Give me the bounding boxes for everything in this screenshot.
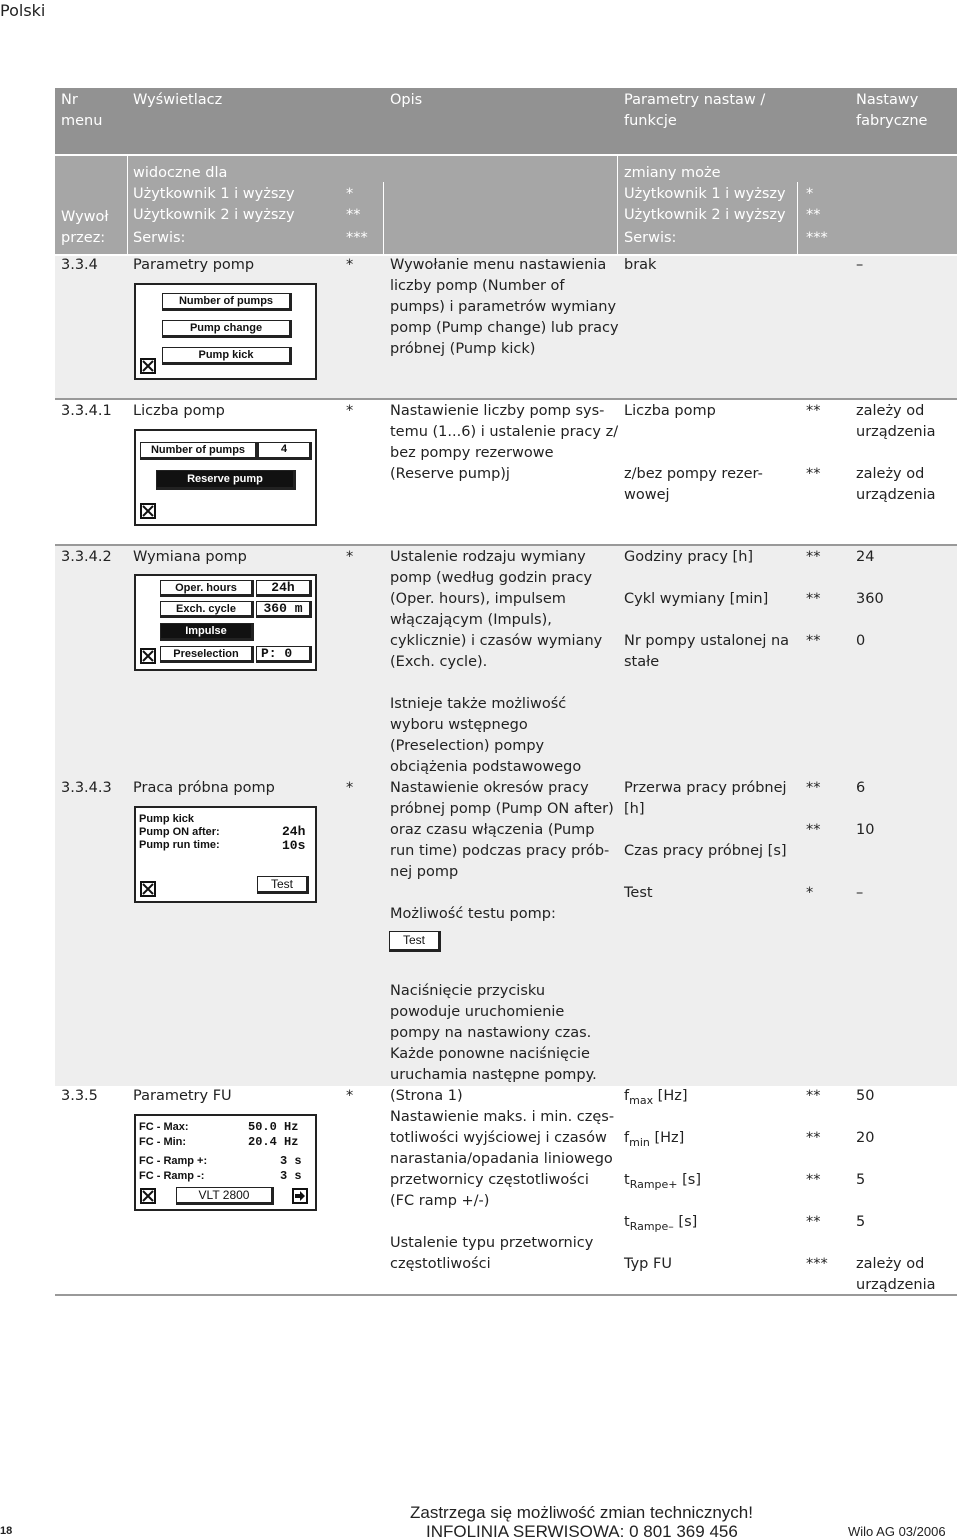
row2-desc: Nastawienie liczby pomp sys- temu (1...6) i ustalenie pracy z/ bez pompy rezerwowe (Reserve pump)j <box>390 403 619 482</box>
row4-factory1: 6 <box>856 780 866 796</box>
row4-desc2: Możliwość testu pomp: <box>390 906 556 922</box>
footer-company: Wilo AG 03/2006 <box>848 1524 946 1539</box>
row3-factory2: 360 <box>856 591 884 607</box>
number-of-pumps-value[interactable]: 4 <box>258 442 312 460</box>
row1-nr: 3.3.4 <box>61 257 98 273</box>
fc-ramp-minus-label: FC - Ramp -: <box>139 1170 205 1182</box>
row5-factory1: 50 <box>856 1088 875 1104</box>
row1-param: brak <box>624 257 657 273</box>
lcd-pump-change <box>134 574 317 671</box>
header-opis: Opis <box>390 92 423 108</box>
number-of-pumps-button[interactable]: Number of pumps <box>162 293 292 311</box>
header-parametry: Parametry nastaw / funkcje <box>624 92 766 129</box>
row1-desc: Wywołanie menu nastawienia liczby pomp (Number of pumps) i parametrów wymiany pomp (Pump change) lub pracy próbnej (Pump kick) <box>390 257 619 357</box>
row3-factory1: 24 <box>856 549 875 565</box>
row5-level2: ** <box>806 1130 821 1146</box>
row4-nr: 3.3.4.3 <box>61 780 112 796</box>
row2-param1: Liczba pomp <box>624 403 716 419</box>
header-star2: ** <box>346 207 361 223</box>
row5-level: * <box>346 1088 354 1104</box>
fc-min-value: 20.4 Hz <box>248 1135 299 1149</box>
row5-factory2: 20 <box>856 1130 875 1146</box>
fc-max-value: 50.0 Hz <box>248 1120 299 1134</box>
row3-factory3: 0 <box>856 633 866 649</box>
header-p-star3: *** <box>806 230 828 246</box>
oper-hours-value[interactable]: 24h <box>256 580 312 597</box>
header-uzytkownik2: Użytkownik 2 i wyższy <box>133 207 295 223</box>
pump-run-time-label: Pump run time: <box>139 839 220 851</box>
close-icon[interactable] <box>140 648 156 664</box>
vlt-type-button[interactable]: VLT 2800 <box>176 1187 274 1205</box>
row5-nr: 3.3.5 <box>61 1088 98 1104</box>
page-number: 18 <box>0 1525 13 1537</box>
row3-desc: Ustalenie rodzaju wymiany pomp (według godzin pracy (Oper. hours), impulsem włączającym (Impuls), cyklicznie) i czasów wymiany (Exch. cycle). <box>390 549 603 670</box>
pump-on-after-label: Pump ON after: <box>139 826 220 838</box>
header-star3: *** <box>346 230 368 246</box>
reserve-pump-button[interactable]: Reserve pump <box>156 470 296 490</box>
row4-factory2: 10 <box>856 822 875 838</box>
lcd-pump-params <box>134 283 317 380</box>
row4-param2: Czas pracy próbnej [s] <box>624 843 787 859</box>
row5-desc2: Ustalenie typu przetwornicy częstotliwości <box>390 1235 594 1272</box>
close-icon[interactable] <box>140 503 156 519</box>
row5-param3: $t_{Rampe+}$ [s] <box>624 1172 701 1191</box>
footer-disclaimer: Zastrzega się możliwość zmian technicznych! <box>410 1503 753 1522</box>
row5-level1: ** <box>806 1088 821 1104</box>
fc-min-label: FC - Min: <box>139 1136 187 1148</box>
exch-cycle-value[interactable]: 360 m <box>256 601 312 618</box>
row5-factory3: 5 <box>856 1172 866 1188</box>
row3-level3: ** <box>806 633 821 649</box>
row4-level3: * <box>806 885 814 901</box>
row1-name: Parametry pomp <box>133 257 255 273</box>
row5-param4: $t_{Rampe-}$ [s] <box>624 1214 698 1233</box>
row3-param2: Cykl wymiany [min] <box>624 591 769 607</box>
row3-nr: 3.3.4.2 <box>61 549 112 565</box>
header-p-serwis: Serwis: <box>624 230 677 246</box>
row5-param2: $f_{min}$ [Hz] <box>624 1130 685 1149</box>
pump-kick-title: Pump kick <box>139 813 195 825</box>
header-p-star2: ** <box>806 207 821 223</box>
header-wywol: Wywoł przez: <box>61 209 109 246</box>
row2-name: Liczba pomp <box>133 403 225 419</box>
preselection-value[interactable]: P: 0 <box>256 646 312 663</box>
row4-desc3: Naciśnięcie przycisku powoduje uruchomienie pompy na nastawiony czas. Każde ponowne naciśnięcie uruchamia następne pompy. <box>390 983 597 1083</box>
row2-param2: z/bez pompy rezer- wowej <box>624 466 763 503</box>
close-icon[interactable] <box>140 1188 156 1204</box>
impulse-button[interactable]: Impulse <box>160 623 254 641</box>
lcd-fc-params <box>134 1114 317 1211</box>
row3-name: Wymiana pomp <box>133 549 247 565</box>
header-star1: * <box>346 186 354 202</box>
pump-run-time-value: 10s <box>282 838 306 853</box>
fc-ramp-plus-label: FC - Ramp +: <box>139 1155 208 1167</box>
row5-factory5: zależy od urządzenia <box>856 1256 936 1293</box>
row2-level: * <box>346 403 354 419</box>
row4-factory3: – <box>856 885 864 901</box>
row2-level2: ** <box>806 466 821 482</box>
close-icon[interactable] <box>140 881 156 897</box>
arrow-right-icon[interactable] <box>292 1188 308 1204</box>
row3-param3: Nr pompy ustalonej na stałe <box>624 633 790 670</box>
row4-param1: Przerwa pracy próbnej [h] <box>624 780 787 817</box>
row4-desc: Nastawienie okresów pracy próbnej pomp (Pump ON after) oraz czasu włączenia (Pump run time) podczas pracy prób- nej pomp <box>390 780 614 880</box>
row5-level4: ** <box>806 1214 821 1230</box>
row4-level1: ** <box>806 780 821 796</box>
header-uzytkownik1: Użytkownik 1 i wyższy <box>133 186 295 202</box>
row1-factory: – <box>856 257 864 273</box>
row4-name: Praca próbna pomp <box>133 780 275 796</box>
row3-param1: Godziny pracy [h] <box>624 549 754 565</box>
row3-level1: ** <box>806 549 821 565</box>
lcd-number-of-pumps <box>134 429 317 526</box>
row5-level5: *** <box>806 1256 828 1272</box>
lcd-pump-kick <box>134 806 317 903</box>
footer-hotline: INFOLINIA SERWISOWA: 0 801 369 456 <box>426 1522 738 1539</box>
fc-max-label: FC - Max: <box>139 1121 189 1133</box>
row2-factory2: zależy od urządzenia <box>856 466 936 503</box>
header-p-uzytkownik2: Użytkownik 2 i wyższy <box>624 207 786 223</box>
row2-level1: ** <box>806 403 821 419</box>
row5-param5: Typ FU <box>624 1256 672 1272</box>
number-of-pumps-label[interactable]: Number of pumps <box>140 442 258 460</box>
pump-on-after-value: 24h <box>282 824 306 839</box>
pump-kick-button[interactable]: Pump kick <box>162 347 292 365</box>
fc-ramp-plus-value: 3 s <box>280 1154 302 1168</box>
header-nastawy: Nastawy fabryczne <box>856 92 928 129</box>
oper-hours-button[interactable]: Oper. hours <box>160 580 254 597</box>
row1-level: * <box>346 257 354 273</box>
header-wyswietlacz: Wyświetlacz <box>133 92 223 108</box>
row4-param3: Test <box>624 885 653 901</box>
row2-nr: 3.3.4.1 <box>61 403 112 419</box>
row2-factory1: zależy od urządzenia <box>856 403 936 440</box>
row4-level2: ** <box>806 822 821 838</box>
close-icon[interactable] <box>140 358 156 374</box>
row5-factory4: 5 <box>856 1214 866 1230</box>
lcd-test-button[interactable]: Test <box>257 876 309 894</box>
header-p-star1: * <box>806 186 814 202</box>
fc-ramp-minus-value: 3 s <box>280 1169 302 1183</box>
pump-change-button[interactable]: Pump change <box>162 320 292 338</box>
language-label: Polski <box>0 1 46 20</box>
row5-param1: $f_{max}$ [Hz] <box>624 1088 688 1107</box>
header-widoczne-dla: widoczne dla <box>133 165 228 181</box>
row4-level: * <box>346 780 354 796</box>
row3-level2: ** <box>806 591 821 607</box>
preselection-button[interactable]: Preselection <box>160 646 254 663</box>
header-nr-menu: Nr menu <box>61 92 103 129</box>
header-zmiany-moze: zmiany może <box>624 165 721 181</box>
test-button[interactable]: Test <box>389 931 441 952</box>
row3-desc2: Istnieje także możliwość wyboru wstępnego (Preselection) pompy obciążenia podstawowego <box>390 696 582 775</box>
row5-desc: (Strona 1) Nastawienie maks. i min. częs- totliwości wyjściowej i czasów narastania/opadania liniowego przetwornicy częstotliwości (FC ramp +/-) <box>390 1088 615 1209</box>
header-p-uzytkownik1: Użytkownik 1 i wyższy <box>624 186 786 202</box>
row5-name: Parametry FU <box>133 1088 232 1104</box>
row5-level3: ** <box>806 1172 821 1188</box>
row3-level: * <box>346 549 354 565</box>
header-serwis: Serwis: <box>133 230 186 246</box>
exch-cycle-button[interactable]: Exch. cycle <box>160 601 254 618</box>
